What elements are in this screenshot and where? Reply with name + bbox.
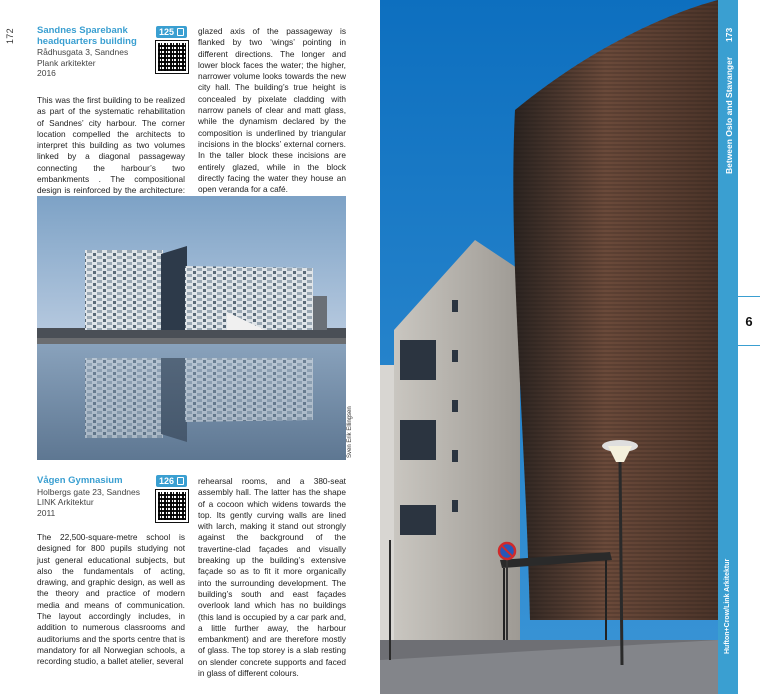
sparebank-photo-illustration bbox=[37, 196, 346, 460]
section-title: Between Oslo and Stavanger bbox=[724, 56, 734, 174]
entry-number-badge: 126 bbox=[156, 475, 187, 487]
entry-number-badge: 125 bbox=[156, 26, 187, 38]
qr-code-icon[interactable] bbox=[156, 41, 188, 73]
photo-credit: Sven Erik Ellingsen bbox=[347, 406, 353, 458]
entry-description-col1: This was the first building to be realized as part of the systematic rehabilitation of Sandnes’ city harbour. The corner location compelled the architects to interpret this building as two volumes linked by a diagonal passageway connecting the harbour’s two embankments . The compositional design is reinforced by the architecture: bbox=[37, 95, 185, 196]
entry-year: 2016 bbox=[37, 68, 56, 78]
entry-address: Rådhusgata 3, Sandnes bbox=[37, 47, 129, 57]
entry-address: Holbergs gate 23, Sandnes bbox=[37, 486, 141, 497]
phone-icon bbox=[177, 477, 184, 485]
entry-header bbox=[37, 26, 162, 79]
entry-header bbox=[37, 476, 162, 518]
chapter-tab[interactable]: 6 bbox=[737, 296, 760, 346]
entry-description-col2: rehearsal rooms, and a 380-seat assembly hall. The latter has the shape of a cocoon which widens towards the top. Its gently curving walls are lined with larch, making it stand out strongly against the background of the travertine-clad façades and visually breaking up the building’s extensive façade so as to fit it more organically into the surrounding development. The building’s south and east façades overlook land which has no buildings (this land is occupied by a car park and, a little further away, the harbour embankment) and are therefore mostly of glass. The top storey is a slab resting on slender concrete supports and faced in glass of different colours. bbox=[198, 476, 346, 679]
qr-code-icon[interactable] bbox=[156, 490, 188, 522]
running-page-number: 173 bbox=[724, 27, 734, 42]
gymnasium-photo bbox=[380, 0, 718, 694]
entry-title: Vågen Gymnasium bbox=[37, 475, 123, 486]
gymnasium-photo-illustration bbox=[380, 0, 718, 694]
entry-description-col2: glazed axis of the passageway is flanked by two ‘wings’ pointing in different directions. The longer and lower block faces the water; the higher, narrower volume looks towards the new city hall. The building’s true height is concealed by pixelate cladding with narrow panels of clear and matt glass, while the dynamism declared by the composition is underlined by triangular incisions in the blocks’ external corners. In the taller block these incisions are entirely glazed, while in the block directly facing the water they house an open veranda for a café. bbox=[198, 26, 346, 195]
building-photo bbox=[37, 196, 346, 460]
entry-year: 2011 bbox=[37, 507, 56, 518]
photo-credit: Hufton+Crow/Link Arkitektur bbox=[724, 558, 731, 654]
phone-icon bbox=[177, 28, 184, 36]
entry-description-col1: The 22,500-square-metre school is designed for 800 pupils studying not just general educational subjects, but also the fundamentals of acting, drawing, and graphic design, as well as the theory and practice of modern media and means of communication. The layout accordingly includes, in addition to numerous classrooms and auditoriums and the sports centre that is mandatory for all Norwegian schools, a recording studio, a ballet atelier, several bbox=[37, 532, 185, 667]
entry-architect: Plank arkitekter bbox=[37, 57, 96, 68]
entry-architect: LINK Arkitektur bbox=[37, 497, 94, 507]
entry-title: Sandnes Sparebank headquarters building bbox=[37, 25, 137, 47]
page-number-left: 172 bbox=[5, 28, 15, 44]
